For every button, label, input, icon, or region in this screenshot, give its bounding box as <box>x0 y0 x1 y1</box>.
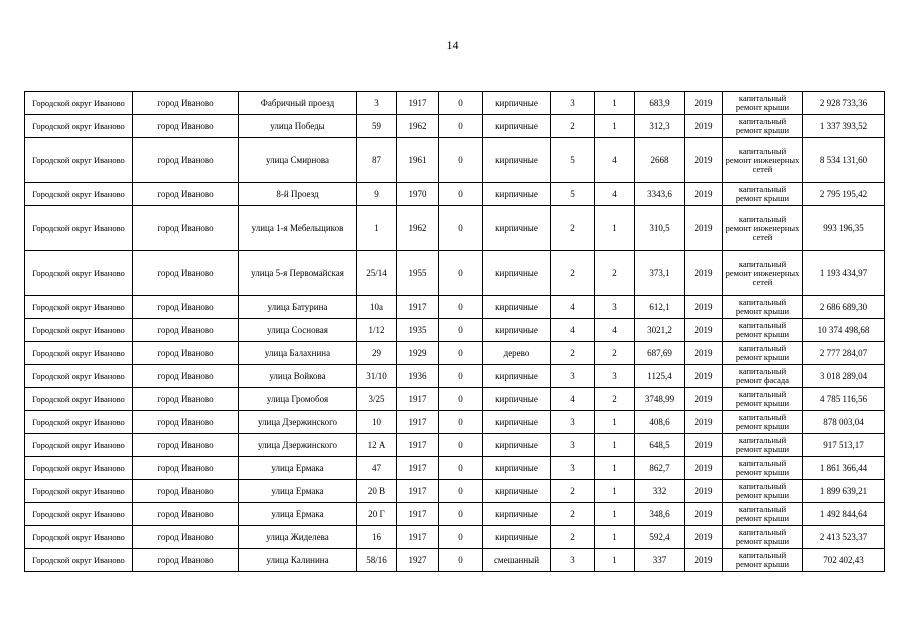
zero-value-cell: 0 <box>439 342 483 365</box>
table-row <box>25 388 885 411</box>
house-number-cell: 47 <box>357 457 397 480</box>
cost-cell: 4 785 116,56 <box>803 388 885 411</box>
table-row <box>25 92 885 115</box>
build-year-cell: 1917 <box>397 434 439 457</box>
house-number-cell: 58/16 <box>357 549 397 572</box>
cost-cell: 702 402,43 <box>803 549 885 572</box>
floors-cell: 4 <box>551 319 595 342</box>
build-year-cell: 1961 <box>397 138 439 183</box>
municipality-cell: Городской округ Иваново <box>25 115 133 138</box>
wall-material-cell: кирпичные <box>483 206 551 251</box>
area-cell: 348,6 <box>635 503 685 526</box>
plan-year-cell: 2019 <box>685 251 723 296</box>
entrances-cell: 4 <box>595 319 635 342</box>
work-type-cell: капитальный ремонт инженерных сетей <box>723 206 803 251</box>
table-row <box>25 526 885 549</box>
plan-year-cell: 2019 <box>685 342 723 365</box>
street-cell: 8-й Проезд <box>239 183 357 206</box>
city-cell: город Иваново <box>133 480 239 503</box>
build-year-cell: 1935 <box>397 319 439 342</box>
plan-year-cell: 2019 <box>685 549 723 572</box>
entrances-cell: 2 <box>595 251 635 296</box>
table-row <box>25 457 885 480</box>
street-cell: улица Ермака <box>239 503 357 526</box>
floors-cell: 2 <box>551 526 595 549</box>
area-cell: 373,1 <box>635 251 685 296</box>
city-cell: город Иваново <box>133 411 239 434</box>
municipality-cell: Городской округ Иваново <box>25 388 133 411</box>
build-year-cell: 1927 <box>397 549 439 572</box>
municipality-cell: Городской округ Иваново <box>25 457 133 480</box>
work-type-cell: капитальный ремонт крыши <box>723 342 803 365</box>
house-number-cell: 3/25 <box>357 388 397 411</box>
floors-cell: 3 <box>551 434 595 457</box>
plan-year-cell: 2019 <box>685 434 723 457</box>
build-year-cell: 1955 <box>397 251 439 296</box>
page-number: 14 <box>446 38 459 52</box>
table-row <box>25 296 885 319</box>
table-row <box>25 549 885 572</box>
table-row <box>25 411 885 434</box>
area-cell: 310,5 <box>635 206 685 251</box>
table-row <box>25 480 885 503</box>
wall-material-cell: кирпичные <box>483 183 551 206</box>
wall-material-cell: кирпичные <box>483 296 551 319</box>
entrances-cell: 2 <box>595 388 635 411</box>
build-year-cell: 1929 <box>397 342 439 365</box>
floors-cell: 4 <box>551 296 595 319</box>
municipality-cell: Городской округ Иваново <box>25 503 133 526</box>
work-type-cell: капитальный ремонт крыши <box>723 480 803 503</box>
city-cell: город Иваново <box>133 296 239 319</box>
cost-cell: 1 337 393,52 <box>803 115 885 138</box>
zero-value-cell: 0 <box>439 549 483 572</box>
cost-cell: 2 413 523,37 <box>803 526 885 549</box>
work-type-cell: капитальный ремонт крыши <box>723 183 803 206</box>
street-cell: улица Ермака <box>239 480 357 503</box>
wall-material-cell: кирпичные <box>483 503 551 526</box>
wall-material-cell: кирпичные <box>483 411 551 434</box>
street-cell: улица Войкова <box>239 365 357 388</box>
house-number-cell: 1 <box>357 206 397 251</box>
build-year-cell: 1917 <box>397 388 439 411</box>
city-cell: город Иваново <box>133 549 239 572</box>
wall-material-cell: кирпичные <box>483 434 551 457</box>
entrances-cell: 3 <box>595 365 635 388</box>
table-row <box>25 206 885 251</box>
table-row <box>25 434 885 457</box>
build-year-cell: 1962 <box>397 115 439 138</box>
cost-cell: 2 777 284,07 <box>803 342 885 365</box>
plan-year-cell: 2019 <box>685 457 723 480</box>
zero-value-cell: 0 <box>439 388 483 411</box>
entrances-cell: 4 <box>595 183 635 206</box>
wall-material-cell: кирпичные <box>483 319 551 342</box>
work-type-cell: капитальный ремонт инженерных сетей <box>723 138 803 183</box>
area-cell: 862,7 <box>635 457 685 480</box>
area-cell: 2668 <box>635 138 685 183</box>
house-number-cell: 3 <box>357 92 397 115</box>
work-type-cell: капитальный ремонт крыши <box>723 411 803 434</box>
wall-material-cell: смешанный <box>483 549 551 572</box>
street-cell: улица Калинина <box>239 549 357 572</box>
plan-year-cell: 2019 <box>685 503 723 526</box>
city-cell: город Иваново <box>133 526 239 549</box>
table-row <box>25 138 885 183</box>
floors-cell: 2 <box>551 115 595 138</box>
work-type-cell: капитальный ремонт крыши <box>723 388 803 411</box>
plan-year-cell: 2019 <box>685 480 723 503</box>
wall-material-cell: кирпичные <box>483 251 551 296</box>
entrances-cell: 1 <box>595 549 635 572</box>
house-number-cell: 10 <box>357 411 397 434</box>
area-cell: 3748,99 <box>635 388 685 411</box>
plan-year-cell: 2019 <box>685 138 723 183</box>
entrances-cell: 1 <box>595 480 635 503</box>
zero-value-cell: 0 <box>439 503 483 526</box>
table-row <box>25 342 885 365</box>
floors-cell: 4 <box>551 388 595 411</box>
work-type-cell: капитальный ремонт крыши <box>723 296 803 319</box>
zero-value-cell: 0 <box>439 457 483 480</box>
build-year-cell: 1917 <box>397 480 439 503</box>
city-cell: город Иваново <box>133 319 239 342</box>
house-number-cell: 16 <box>357 526 397 549</box>
area-cell: 3343,6 <box>635 183 685 206</box>
build-year-cell: 1962 <box>397 206 439 251</box>
city-cell: город Иваново <box>133 434 239 457</box>
entrances-cell: 3 <box>595 296 635 319</box>
house-number-cell: 87 <box>357 138 397 183</box>
zero-value-cell: 0 <box>439 206 483 251</box>
street-cell: Фабричный проезд <box>239 92 357 115</box>
city-cell: город Иваново <box>133 457 239 480</box>
floors-cell: 5 <box>551 138 595 183</box>
house-number-cell: 10а <box>357 296 397 319</box>
city-cell: город Иваново <box>133 206 239 251</box>
zero-value-cell: 0 <box>439 115 483 138</box>
housing-repair-table <box>24 91 885 572</box>
municipality-cell: Городской округ Иваново <box>25 206 133 251</box>
city-cell: город Иваново <box>133 115 239 138</box>
street-cell: улица Победы <box>239 115 357 138</box>
municipality-cell: Городской округ Иваново <box>25 549 133 572</box>
area-cell: 1125,4 <box>635 365 685 388</box>
zero-value-cell: 0 <box>439 480 483 503</box>
cost-cell: 10 374 498,68 <box>803 319 885 342</box>
build-year-cell: 1917 <box>397 526 439 549</box>
build-year-cell: 1936 <box>397 365 439 388</box>
area-cell: 3021,2 <box>635 319 685 342</box>
cost-cell: 3 018 289,04 <box>803 365 885 388</box>
zero-value-cell: 0 <box>439 183 483 206</box>
municipality-cell: Городской округ Иваново <box>25 480 133 503</box>
plan-year-cell: 2019 <box>685 92 723 115</box>
work-type-cell: капитальный ремонт крыши <box>723 549 803 572</box>
street-cell: улица Жиделева <box>239 526 357 549</box>
table-row <box>25 365 885 388</box>
house-number-cell: 20 Г <box>357 503 397 526</box>
plan-year-cell: 2019 <box>685 365 723 388</box>
entrances-cell: 1 <box>595 411 635 434</box>
floors-cell: 3 <box>551 457 595 480</box>
work-type-cell: капитальный ремонт крыши <box>723 526 803 549</box>
cost-cell: 878 003,04 <box>803 411 885 434</box>
cost-cell: 2 795 195,42 <box>803 183 885 206</box>
work-type-cell: капитальный ремонт крыши <box>723 319 803 342</box>
wall-material-cell: кирпичные <box>483 365 551 388</box>
city-cell: город Иваново <box>133 342 239 365</box>
wall-material-cell: кирпичные <box>483 388 551 411</box>
municipality-cell: Городской округ Иваново <box>25 434 133 457</box>
area-cell: 332 <box>635 480 685 503</box>
cost-cell: 8 534 131,60 <box>803 138 885 183</box>
zero-value-cell: 0 <box>439 411 483 434</box>
street-cell: улица Дзержинского <box>239 434 357 457</box>
municipality-cell: Городской округ Иваново <box>25 138 133 183</box>
table-row <box>25 183 885 206</box>
work-type-cell: капитальный ремонт инженерных сетей <box>723 251 803 296</box>
entrances-cell: 1 <box>595 526 635 549</box>
floors-cell: 2 <box>551 342 595 365</box>
house-number-cell: 59 <box>357 115 397 138</box>
house-number-cell: 12 А <box>357 434 397 457</box>
floors-cell: 2 <box>551 503 595 526</box>
area-cell: 408,6 <box>635 411 685 434</box>
plan-year-cell: 2019 <box>685 388 723 411</box>
cost-cell: 993 196,35 <box>803 206 885 251</box>
table-row <box>25 251 885 296</box>
street-cell: улица 1-я Мебельщиков <box>239 206 357 251</box>
table-row <box>25 115 885 138</box>
wall-material-cell: кирпичные <box>483 457 551 480</box>
street-cell: улица Балахнина <box>239 342 357 365</box>
wall-material-cell: кирпичные <box>483 480 551 503</box>
municipality-cell: Городской округ Иваново <box>25 342 133 365</box>
zero-value-cell: 0 <box>439 365 483 388</box>
wall-material-cell: кирпичные <box>483 115 551 138</box>
municipality-cell: Городской округ Иваново <box>25 526 133 549</box>
entrances-cell: 1 <box>595 503 635 526</box>
city-cell: город Иваново <box>133 251 239 296</box>
floors-cell: 3 <box>551 92 595 115</box>
build-year-cell: 1917 <box>397 411 439 434</box>
house-number-cell: 9 <box>357 183 397 206</box>
floors-cell: 3 <box>551 365 595 388</box>
entrances-cell: 4 <box>595 138 635 183</box>
zero-value-cell: 0 <box>439 526 483 549</box>
zero-value-cell: 0 <box>439 251 483 296</box>
build-year-cell: 1970 <box>397 183 439 206</box>
build-year-cell: 1917 <box>397 296 439 319</box>
municipality-cell: Городской округ Иваново <box>25 296 133 319</box>
entrances-cell: 1 <box>595 206 635 251</box>
table-row <box>25 503 885 526</box>
cost-cell: 2 928 733,36 <box>803 92 885 115</box>
house-number-cell: 25/14 <box>357 251 397 296</box>
entrances-cell: 1 <box>595 115 635 138</box>
municipality-cell: Городской округ Иваново <box>25 183 133 206</box>
house-number-cell: 20 В <box>357 480 397 503</box>
floors-cell: 2 <box>551 206 595 251</box>
cost-cell: 1 861 366,44 <box>803 457 885 480</box>
street-cell: улица Громобоя <box>239 388 357 411</box>
work-type-cell: капитальный ремонт крыши <box>723 457 803 480</box>
street-cell: улица Батурина <box>239 296 357 319</box>
street-cell: улица 5-я Первомайская <box>239 251 357 296</box>
floors-cell: 2 <box>551 251 595 296</box>
floors-cell: 3 <box>551 411 595 434</box>
floors-cell: 5 <box>551 183 595 206</box>
plan-year-cell: 2019 <box>685 319 723 342</box>
work-type-cell: капитальный ремонт крыши <box>723 503 803 526</box>
build-year-cell: 1917 <box>397 503 439 526</box>
area-cell: 683,9 <box>635 92 685 115</box>
wall-material-cell: дерево <box>483 342 551 365</box>
area-cell: 648,5 <box>635 434 685 457</box>
plan-year-cell: 2019 <box>685 411 723 434</box>
cost-cell: 917 513,17 <box>803 434 885 457</box>
wall-material-cell: кирпичные <box>483 526 551 549</box>
municipality-cell: Городской округ Иваново <box>25 319 133 342</box>
street-cell: улица Дзержинского <box>239 411 357 434</box>
entrances-cell: 2 <box>595 342 635 365</box>
street-cell: улица Ермака <box>239 457 357 480</box>
plan-year-cell: 2019 <box>685 183 723 206</box>
floors-cell: 2 <box>551 480 595 503</box>
area-cell: 337 <box>635 549 685 572</box>
municipality-cell: Городской округ Иваново <box>25 251 133 296</box>
zero-value-cell: 0 <box>439 434 483 457</box>
zero-value-cell: 0 <box>439 92 483 115</box>
wall-material-cell: кирпичные <box>483 92 551 115</box>
house-number-cell: 31/10 <box>357 365 397 388</box>
house-number-cell: 1/12 <box>357 319 397 342</box>
street-cell: улица Смирнова <box>239 138 357 183</box>
zero-value-cell: 0 <box>439 319 483 342</box>
city-cell: город Иваново <box>133 388 239 411</box>
plan-year-cell: 2019 <box>685 526 723 549</box>
municipality-cell: Городской округ Иваново <box>25 92 133 115</box>
entrances-cell: 1 <box>595 457 635 480</box>
municipality-cell: Городской округ Иваново <box>25 411 133 434</box>
build-year-cell: 1917 <box>397 92 439 115</box>
cost-cell: 1 899 639,21 <box>803 480 885 503</box>
entrances-cell: 1 <box>595 434 635 457</box>
zero-value-cell: 0 <box>439 138 483 183</box>
plan-year-cell: 2019 <box>685 115 723 138</box>
table-row <box>25 319 885 342</box>
municipality-cell: Городской округ Иваново <box>25 365 133 388</box>
city-cell: город Иваново <box>133 92 239 115</box>
work-type-cell: капитальный ремонт фасада <box>723 365 803 388</box>
plan-year-cell: 2019 <box>685 296 723 319</box>
area-cell: 592,4 <box>635 526 685 549</box>
cost-cell: 2 686 689,30 <box>803 296 885 319</box>
area-cell: 312,3 <box>635 115 685 138</box>
city-cell: город Иваново <box>133 503 239 526</box>
plan-year-cell: 2019 <box>685 206 723 251</box>
area-cell: 612,1 <box>635 296 685 319</box>
area-cell: 687,69 <box>635 342 685 365</box>
cost-cell: 1 492 844,64 <box>803 503 885 526</box>
entrances-cell: 1 <box>595 92 635 115</box>
city-cell: город Иваново <box>133 365 239 388</box>
cost-cell: 1 193 434,97 <box>803 251 885 296</box>
work-type-cell: капитальный ремонт крыши <box>723 92 803 115</box>
floors-cell: 3 <box>551 549 595 572</box>
build-year-cell: 1917 <box>397 457 439 480</box>
work-type-cell: капитальный ремонт крыши <box>723 115 803 138</box>
street-cell: улица Сосновая <box>239 319 357 342</box>
city-cell: город Иваново <box>133 138 239 183</box>
house-number-cell: 29 <box>357 342 397 365</box>
wall-material-cell: кирпичные <box>483 138 551 183</box>
city-cell: город Иваново <box>133 183 239 206</box>
zero-value-cell: 0 <box>439 296 483 319</box>
work-type-cell: капитальный ремонт крыши <box>723 434 803 457</box>
